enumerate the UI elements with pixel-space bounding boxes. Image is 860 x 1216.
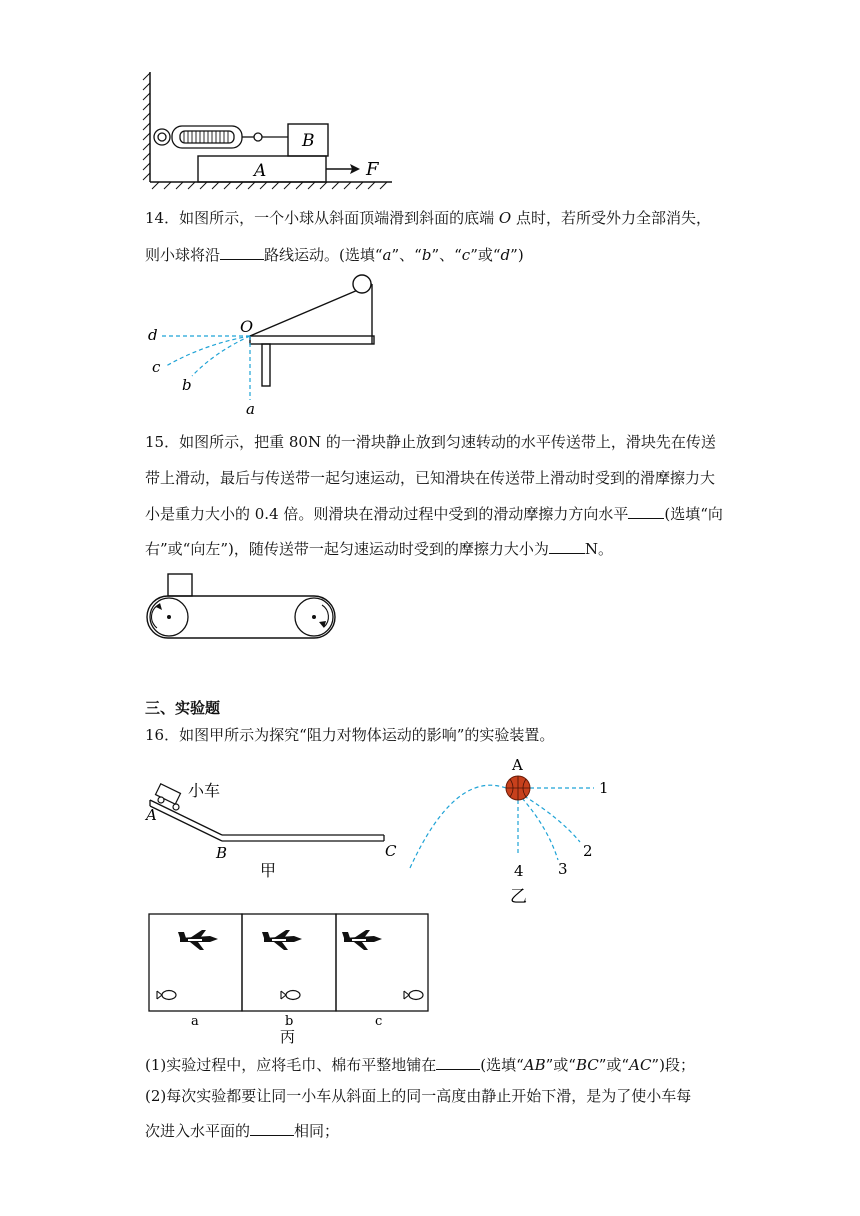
q14-line1: 14．如图所示，一个小球从斜面顶端滑到斜面的底端 O 点时，若所受外力全部消失， [145,209,711,227]
label-bing-a: a [191,1014,199,1029]
label-jia-A: A [146,806,157,824]
label-A: A [254,161,267,181]
q16-speed-blank[interactable] [250,1120,294,1136]
section-title: 三、实验题 [145,699,221,717]
q15-line4: 右”或“向左”)，随传送带一起匀速运动时受到的摩擦力大小为 N。 [145,540,614,558]
q16-intro: 16．如图甲所示为探究“阻力对物体运动的影响”的实验装置。 [145,726,555,744]
bomb-icon [281,991,300,1000]
label-car: 小车 [188,781,221,800]
caption-yi: 乙 [510,887,527,907]
path-label-c: c [152,358,161,376]
label-jia-B: B [216,844,228,862]
bomb-icon [157,991,176,1000]
panel-b [242,914,336,1011]
caption-bing: 丙 [280,1028,296,1046]
q16-sub1: (1)实验过程中，应将毛巾、棉布平整地铺在 (选填“AB”或“BC”或“AC”)段； [145,1056,695,1074]
airplane-icon [342,930,382,950]
airplane-icon [178,930,218,950]
airplane-icon [262,930,302,950]
label-bing-c: c [375,1014,383,1029]
panel-c [336,914,428,1011]
q16-sub2-line2: 次进入水平面的 相同； [145,1122,340,1140]
q15-line2: 带上滑动，最后与传送带一起匀速运动，已知滑块在传送带上滑动时受到的滑摩擦力大 [145,469,716,487]
label-yi-4: 4 [514,862,524,880]
label-F: F [366,159,379,180]
bomb-icon [404,991,423,1000]
label-O: O [240,317,254,336]
q15-line1: 15．如图所示，把重 80N 的一滑块静止放到匀速转动的水平传送带上，滑块先在传送 [145,433,716,451]
q16-sub2-line1: (2)每次实验都要让同一小车从斜面上的同一高度由静止开始下滑，是为了使小车每 [145,1087,692,1105]
path-label-a: a [246,400,255,418]
label-bing-b: b [285,1014,294,1029]
caption-jia: 甲 [260,861,277,880]
q14-line2: 则小球将沿 路线运动。(选填“a”、“b”、“c”或“d”) [145,246,524,264]
path-label-b: b [182,376,192,394]
label-yi-A: A [512,756,523,774]
label-yi-3: 3 [558,860,568,878]
label-B: B [302,131,315,151]
path-label-d: d [148,326,158,344]
label-yi-1: 1 [599,779,609,797]
label-yi-2: 2 [583,842,593,860]
label-jia-C: C [385,842,397,860]
q16-segment-blank[interactable] [436,1054,480,1070]
panel-a [149,914,242,1011]
q15-line3: 小是重力大小的 0.4 倍。则滑块在滑动过程中受到的滑动摩擦力方向水平 (选填“向 [145,505,723,523]
